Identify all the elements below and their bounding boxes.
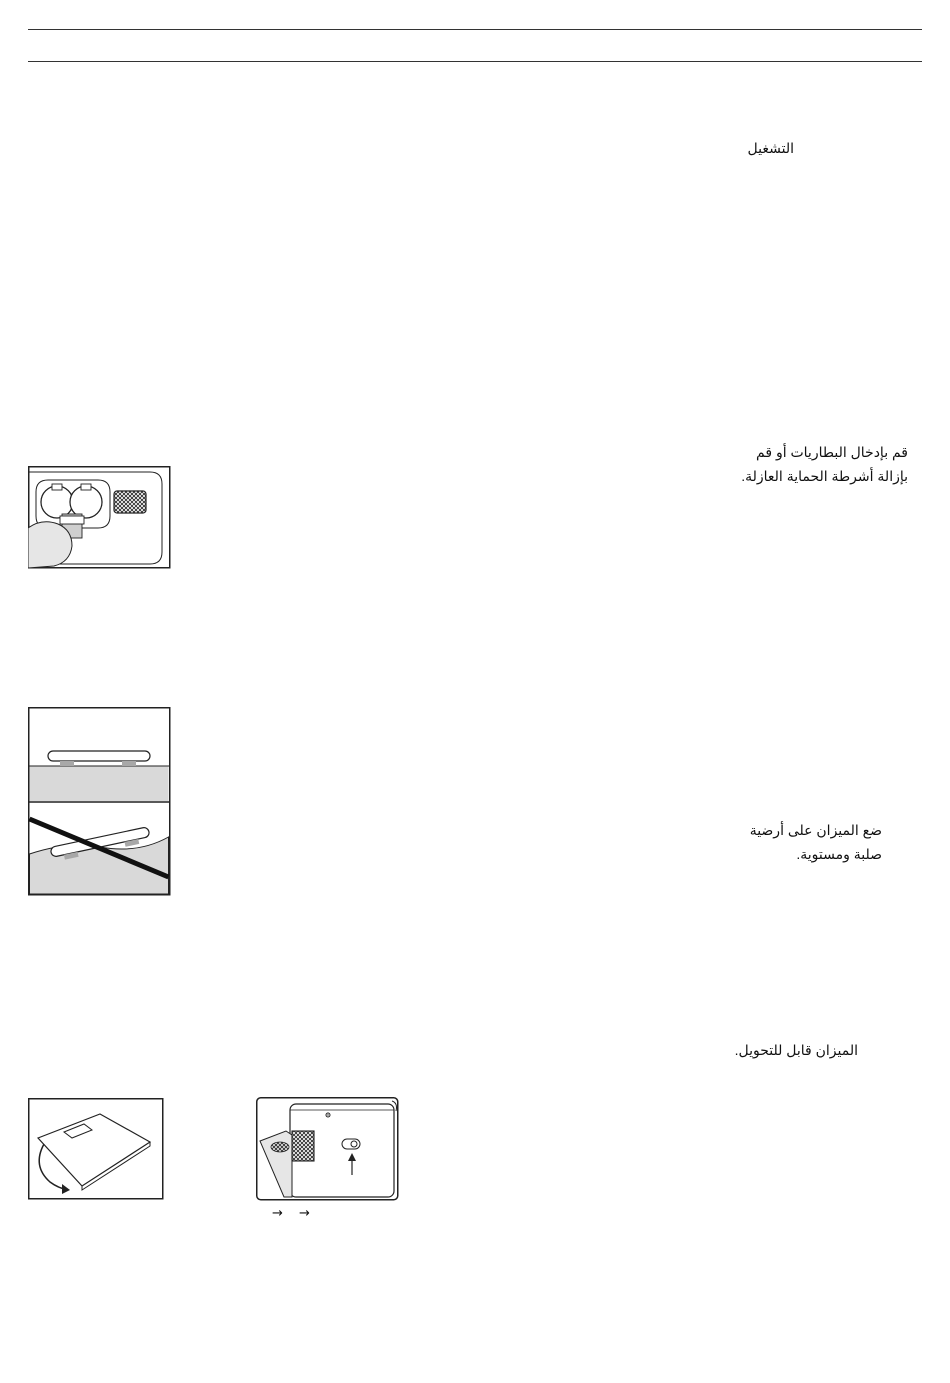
step-floor-text (750, 818, 882, 866)
step-batteries-line-1: قم بإدخال البطاريات أو قم (756, 444, 908, 460)
unit-switch-illustration (256, 1097, 400, 1203)
section-heading: التشغيل (747, 140, 794, 156)
step-floor-line-1: ضع الميزان على أرضية (749, 822, 882, 838)
battery-compartment-illustration (28, 466, 172, 570)
step-floor-line-2: صلبة ومستوية. (796, 846, 882, 862)
header-rule-top (28, 29, 922, 30)
step-batteries-line-2: بإزالة أشرطة الحماية العازلة. (741, 468, 908, 484)
tilt-scale-illustration (28, 1098, 165, 1202)
step-convertible-text: الميزان قابل للتحويل. (734, 1042, 858, 1058)
step-batteries-text (741, 440, 908, 488)
header-rule-bottom (28, 61, 922, 62)
unit-switch-caption: → → (272, 1206, 316, 1221)
floor-placement-illustration (28, 707, 172, 897)
